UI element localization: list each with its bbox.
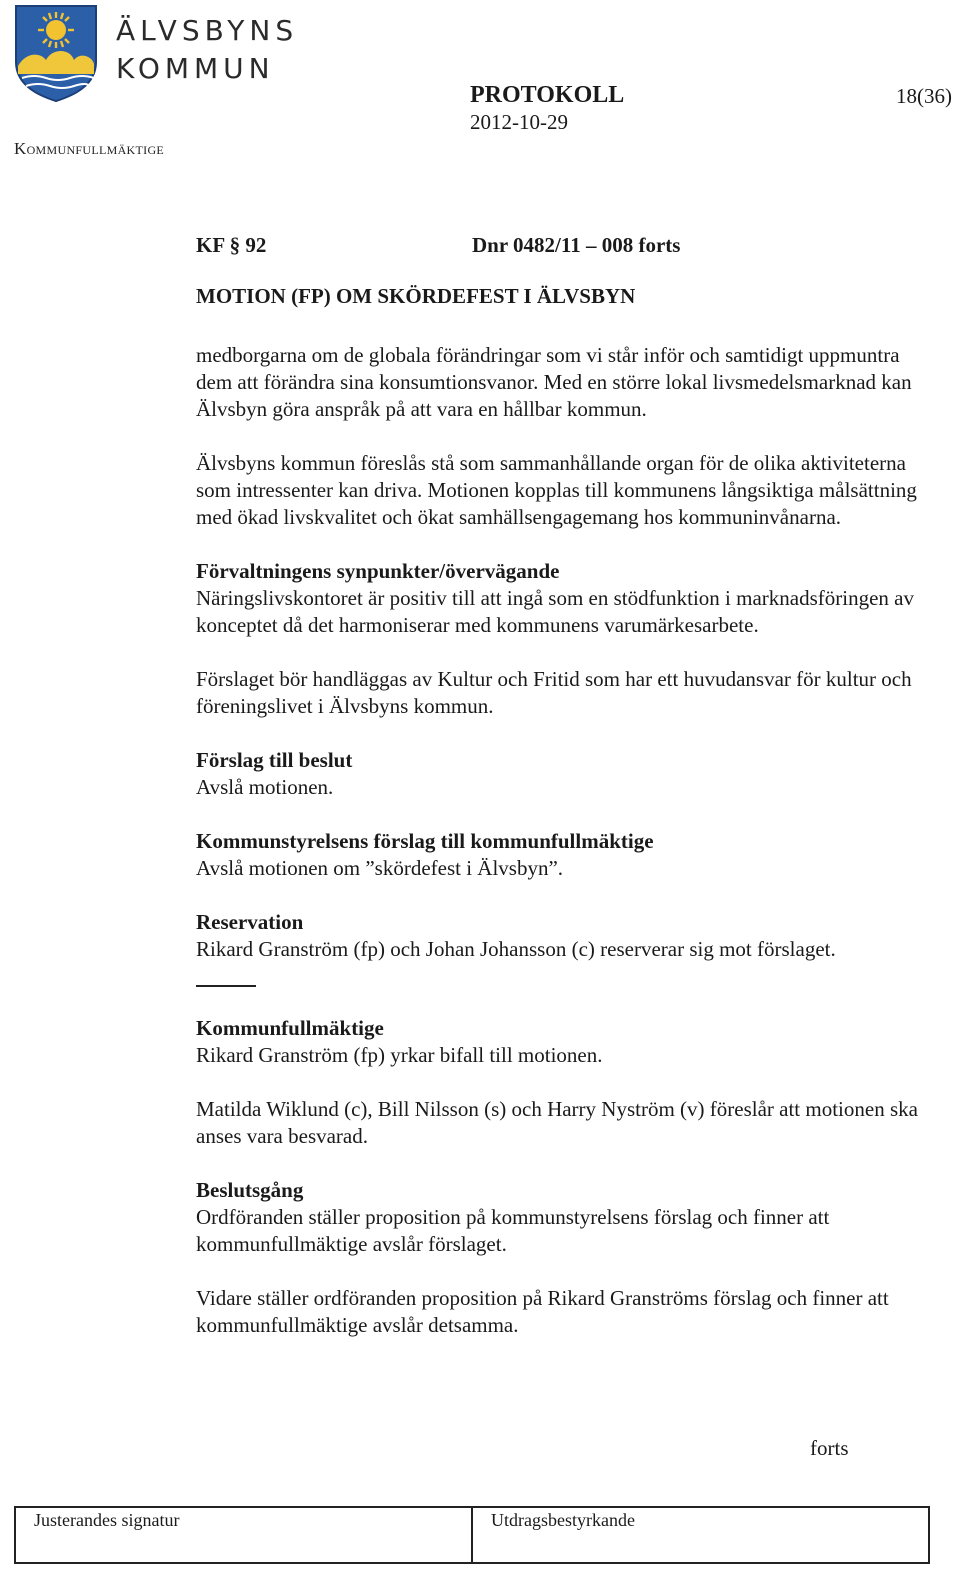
body-paragraph: Avslå motionen om ”skördefest i Älvsbyn”.: [196, 856, 564, 880]
body-paragraph: Rikard Granström (fp) yrkar bifall till motionen.: [196, 1043, 603, 1067]
extract-certification-cell: Utdragsbestyrkande: [471, 1508, 928, 1562]
body-paragraph: Näringslivskontoret är positiv till att ingå som en stödfunktion i marknadsföringen av konceptet då det harmoniserar med kommunens varumärkesarbete.: [196, 586, 914, 637]
document-type: PROTOKOLL: [470, 82, 625, 108]
page-number: 18(36): [896, 84, 952, 108]
case-title: MOTION (FP) OM SKÖRDEFEST I ÄLVSBYN: [196, 284, 636, 308]
section-heading: Förslag till beslut: [196, 748, 353, 772]
sun-icon: [38, 12, 74, 48]
document-date: 2012-10-29: [470, 110, 568, 134]
paragraph-number: KF § 92: [196, 233, 267, 257]
body-paragraph: Vidare ställer ordföranden proposition på Rikard Granströms förslag och finner att kommunfullmäktige avslår detsamma.: [196, 1286, 889, 1337]
case-reference-row: [196, 232, 926, 259]
municipality-name: [116, 12, 298, 88]
department-name: Kommunfullmäktige: [14, 139, 165, 158]
diary-number: Dnr 0482/11 – 008 forts: [472, 233, 681, 257]
section-heading: Reservation: [196, 910, 304, 934]
body-paragraph: Rikard Granström (fp) och Johan Johansson (c) reserverar sig mot förslaget.: [196, 937, 836, 961]
section-heading: Kommunfullmäktige: [196, 1016, 384, 1040]
adjuster-signature-cell: Justerandes signatur: [34, 1510, 180, 1530]
divider: [196, 985, 256, 987]
signature-table: [14, 1506, 930, 1564]
body-paragraph: Förslaget bör handläggas av Kultur och Fritid som har ett huvudansvar för kultur och föreningslivet i Älvsbyns kommun.: [196, 667, 912, 718]
body-paragraph: Ordföranden ställer proposition på kommunstyrelsens förslag och finner att kommunfullmäktige avslår förslaget.: [196, 1205, 830, 1256]
body-paragraph: Matilda Wiklund (c), Bill Nilsson (s) och Harry Nyström (v) föreslår att motionen ska anses vara besvarad.: [196, 1097, 918, 1148]
body-paragraph: Avslå motionen.: [196, 775, 334, 799]
municipality-coat-of-arms-logo: [14, 4, 98, 102]
body-paragraph: Älvsbyns kommun föreslås stå som sammanhållande organ för de olika aktiviteterna som intressenter kan driva. Motionen kopplas till kommunens långsiktiga målsättning med ökad livskvalitet och ökat samhällsengagemang hos kommuninvånarna.: [196, 451, 917, 529]
body-paragraph: medborgarna om de globala förändringar som vi står inför och samtidigt uppmuntra dem att förändra sina konsumtionsvanor. Med en större lokal livsmedelsmarknad kan Älvsbyn göra anspråk på att vara en hållbar kommun.: [196, 343, 912, 421]
section-heading: Kommunstyrelsens förslag till kommunfullmäktige: [196, 829, 654, 853]
continuation-note: forts: [810, 1436, 849, 1460]
document-body: [196, 232, 926, 1339]
section-heading: Förvaltningens synpunkter/övervägande: [196, 559, 560, 583]
org-name-line2: KOMMUN: [116, 52, 275, 85]
section-heading: Beslutsgång: [196, 1178, 304, 1202]
org-name-line1: ÄLVSBYNS: [116, 14, 299, 47]
